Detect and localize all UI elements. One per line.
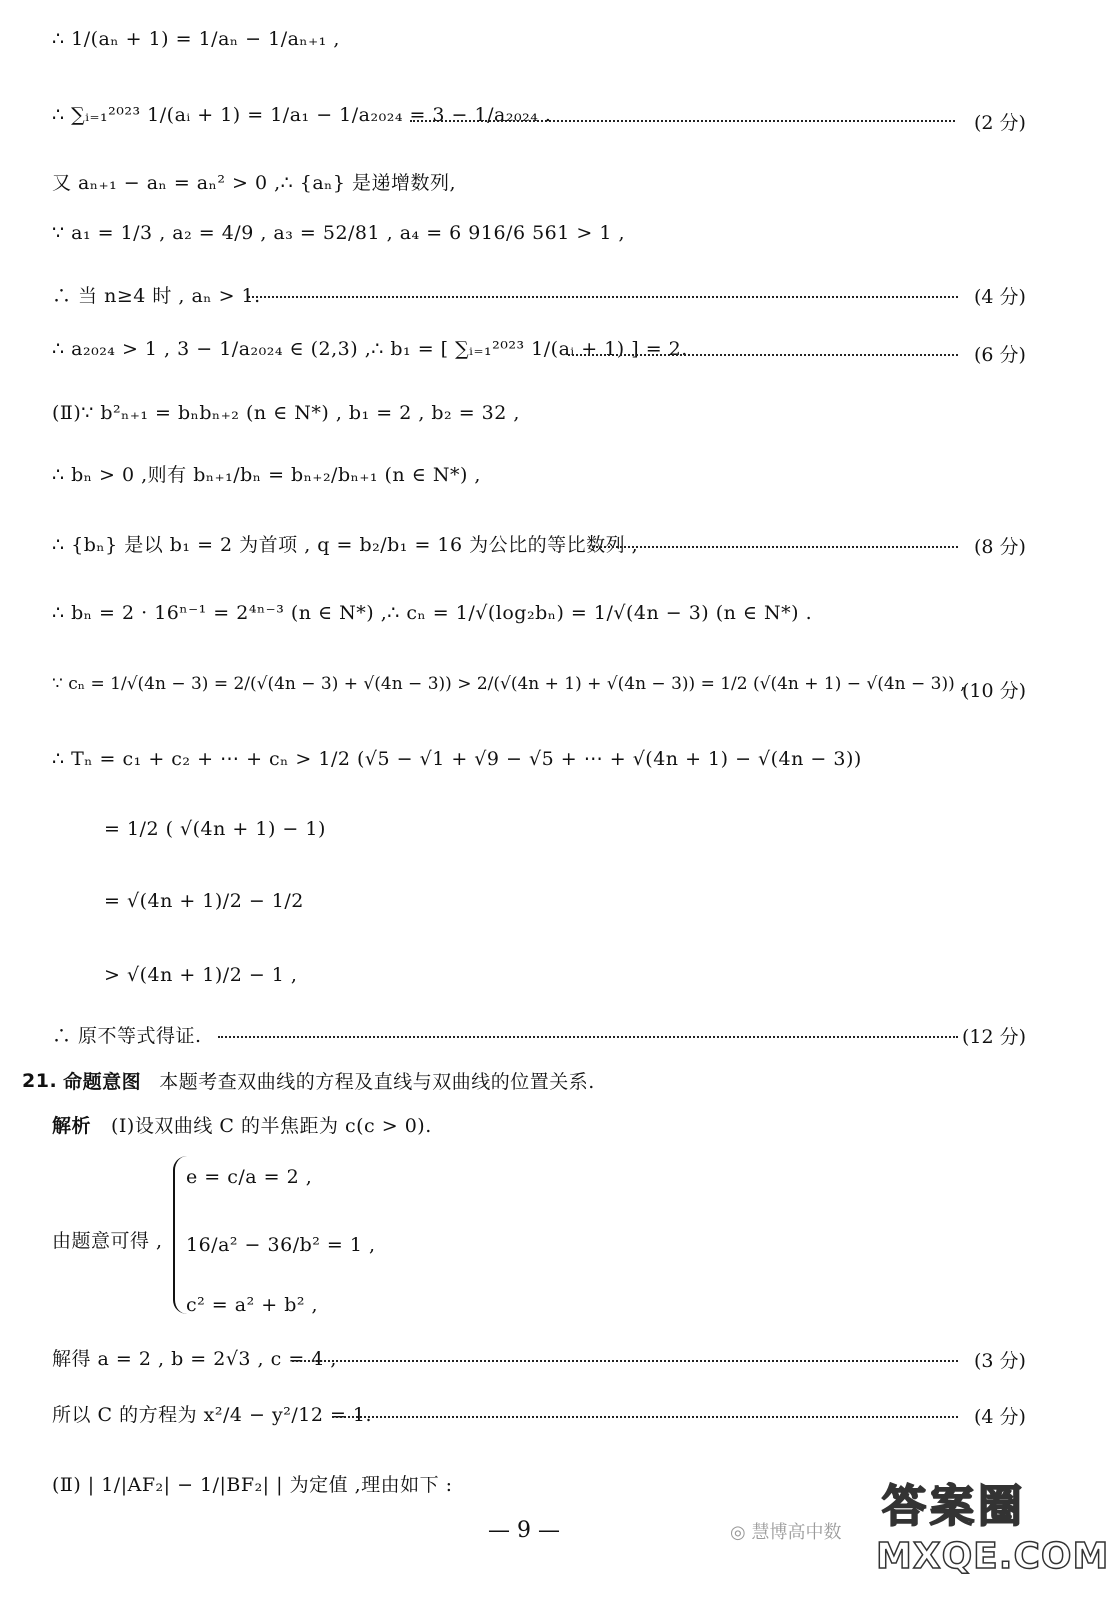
line-15 — [104, 964, 297, 986]
line-21 — [52, 1400, 372, 1427]
line-10 — [52, 602, 812, 624]
system-label — [52, 1226, 163, 1253]
line-13-text: = 1/2 ( √(4n + 1) − 1) — [104, 818, 326, 840]
analysis-text: (Ⅰ)设双曲线 C 的半焦距为 c(c > 0). — [111, 1115, 432, 1137]
line-13 — [104, 818, 326, 840]
line-22 — [52, 1470, 453, 1497]
line-9-text: ∴ {bₙ} 是以 b₁ = 2 为首项 , q = b₂/b₁ = 16 为公比的等比数列 , — [52, 534, 639, 556]
system-label-text: 由题意可得 , — [52, 1230, 163, 1252]
wechat-watermark-text: 慧博高中数 — [751, 1522, 842, 1543]
system-eq-2 — [186, 1234, 376, 1256]
line-7-text: (Ⅱ)∵ b²ₙ₊₁ = bₙbₙ₊₂ (n ∈ N*) , b₁ = 2 , b₂ = 32 , — [52, 402, 520, 424]
question-number: 21. — [22, 1069, 58, 1092]
brace-icon — [173, 1156, 187, 1314]
line-1-text: ∴ 1/(aₙ + 1) = 1/aₙ − 1/aₙ₊₁ , — [52, 28, 340, 50]
score-8: (8 分) — [974, 536, 1026, 558]
line-8 — [52, 460, 481, 487]
leader-dots — [292, 1360, 958, 1362]
site-logo-watermark — [876, 1470, 1109, 1590]
wechat-watermark — [730, 1518, 841, 1544]
score-2: (2 分) — [974, 112, 1026, 134]
line-11-text: ∵ cₙ = 1/√(4n − 3) = 2/(√(4n − 3) + √(4n − 3)) > 2/(√(4n + 1) + √(4n − 3)) = 1/2 (√(4n + 1) − √(4n − 3)) , — [52, 674, 966, 694]
wechat-icon: ◎ — [730, 1522, 746, 1543]
leader-dots — [332, 1416, 958, 1418]
line-22-text: (Ⅱ) | 1/|AF₂| − 1/|BF₂| | 为定值 ,理由如下 : — [52, 1474, 453, 1496]
line-4 — [52, 222, 625, 244]
line-2-text: ∴ ∑ᵢ₌₁²⁰²³ 1/(aᵢ + 1) = 1/a₁ − 1/a₂₀₂₄ = 3 − 1/a₂₀₂₄ . — [52, 104, 552, 126]
question-21-header — [22, 1067, 595, 1094]
score-6: (6 分) — [974, 344, 1026, 366]
line-20-text: 解得 a = 2 , b = 2√3 , c = 4 , — [52, 1348, 337, 1370]
system-eq-3-text: c² = a² + b² , — [186, 1294, 319, 1316]
line-3 — [52, 168, 456, 195]
score-10: (10 分) — [962, 680, 1027, 702]
intent-heading: 命题意图 — [63, 1071, 142, 1093]
line-21-text: 所以 C 的方程为 x²/4 − y²/12 = 1. — [52, 1404, 373, 1426]
line-6 — [52, 338, 688, 360]
line-5-text: ∴ 当 n≥4 时 , aₙ > 1. — [52, 285, 261, 307]
system-eq-3 — [186, 1294, 318, 1316]
line-16-text: ∴ 原不等式得证. — [52, 1025, 202, 1047]
line-6-text: ∴ a₂₀₂₄ > 1 , 3 − 1/a₂₀₂₄ ∈ (2,3) ,∴ b₁ = [ ∑ᵢ₌₁²⁰²³ 1/(aᵢ + 1) ] = 2. — [52, 338, 688, 360]
line-5 — [52, 281, 261, 308]
leader-dots — [248, 296, 958, 298]
line-12 — [52, 748, 862, 770]
line-20 — [52, 1344, 337, 1371]
score-12: (12 分) — [962, 1026, 1027, 1048]
line-9 — [52, 530, 638, 557]
intent-text: 本题考查双曲线的方程及直线与双曲线的位置关系. — [159, 1071, 595, 1093]
analysis-heading: 解析 — [52, 1115, 92, 1137]
line-16 — [52, 1021, 202, 1048]
logo-top-text: 答案圈 — [882, 1481, 1026, 1532]
line-1 — [52, 28, 340, 50]
line-8-text: ∴ bₙ > 0 ,则有 bₙ₊₁/bₙ = bₙ₊₂/bₙ₊₁ (n ∈ N*) , — [52, 464, 481, 486]
page-number: — 9 — — [488, 1518, 560, 1543]
system-eq-2-text: 16/a² − 36/b² = 1 , — [186, 1234, 376, 1256]
system-eq-1-text: e = c/a = 2 , — [186, 1166, 313, 1188]
analysis-line — [52, 1111, 432, 1138]
score-3: (3 分) — [974, 1350, 1026, 1372]
leader-dots — [410, 120, 955, 122]
score-4b: (4 分) — [974, 1406, 1026, 1428]
score-4: (4 分) — [974, 286, 1026, 308]
line-10-text: ∴ bₙ = 2 · 16ⁿ⁻¹ = 2⁴ⁿ⁻³ (n ∈ N*) ,∴ cₙ = 1/√(log₂bₙ) = 1/√(4n − 3) (n ∈ N*) . — [52, 602, 813, 624]
line-14-text: = √(4n + 1)/2 − 1/2 — [104, 890, 304, 912]
line-11 — [52, 674, 966, 694]
line-4-text: ∵ a₁ = 1/3 , a₂ = 4/9 , a₃ = 52/81 , a₄ = 6 916/6 561 > 1 , — [52, 222, 626, 244]
leader-dots — [568, 354, 958, 356]
line-7 — [52, 402, 520, 424]
system-eq-1 — [186, 1166, 312, 1188]
line-12-text: ∴ Tₙ = c₁ + c₂ + ⋯ + cₙ > 1/2 (√5 − √1 + √9 − √5 + ⋯ + √(4n + 1) − √(4n − 3)) — [52, 748, 862, 770]
line-14 — [104, 890, 304, 912]
line-3-text: 又 aₙ₊₁ − aₙ = aₙ² > 0 ,∴ {aₙ} 是递增数列, — [52, 172, 457, 194]
logo-bottom-text: MXQE.COM — [876, 1536, 1109, 1577]
leader-dots — [592, 546, 958, 548]
line-2 — [52, 104, 551, 126]
line-15-text: > √(4n + 1)/2 − 1 , — [104, 964, 298, 986]
leader-dots — [218, 1036, 958, 1038]
